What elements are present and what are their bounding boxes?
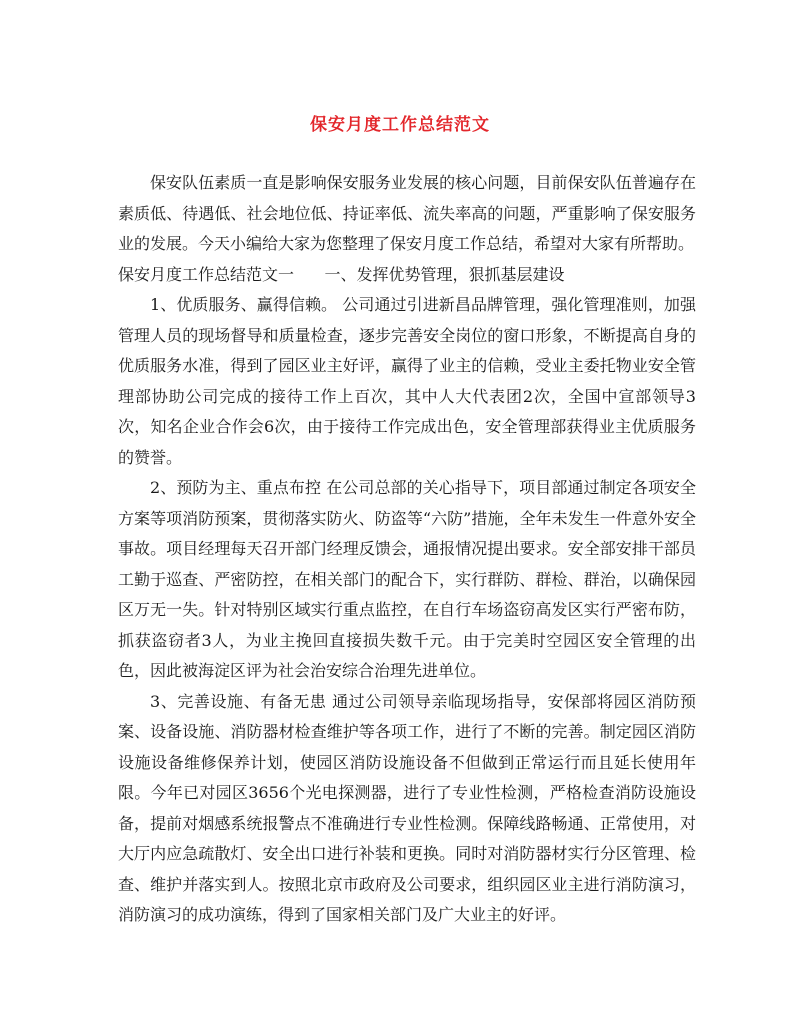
paragraph-2: 2、预防为主、重点布控 在公司总部的关心指导下，项目部通过制定各项安全方案等项消防预案，贯彻落实防火、防盗等“六防”措施，全年未发生一件意外安全事故。项目经理每天召开部门经理反馈会，通报情况提出要求。安全部安排干部员工勤于巡查、严密防控，在相关部门的配合下，实行群防、群检、群治，以确保园区万无一失。针对特别区域实行重点监控，在自行车场盗窃高发区实行严密布防，抓获盗窃者3人，为业主挽回直接损失数千元。由于完美时空园区安全管理的出色，因此被海淀区评为社会治安综合治理先进单位。 [118,478,696,680]
document-body [118,168,696,931]
summary-label: 保安月度工作总结范文一 [118,264,295,284]
paragraph-1: 1、优质服务、赢得信赖。 公司通过引进新昌品牌管理，强化管理准则，加强管理人员的现场督导和质量检查，逐步完善安全岗位的窗口形象，不断提高自身的优质服务水准，得到了园区业主好评，赢得了业主的信赖，受业主委托物业安全管理部协助公司完成的接待工作上百次，其中人大代表团2次，全国中宣部领导3次，知名企业合作会6次，由于接待工作完成出色，安全管理部获得业主优质服务的赞誉。 [118,295,696,467]
section-heading: 一、发挥优势管理，狠抓基层建设 [324,264,565,284]
heading-gap [294,265,325,284]
document-title: 保安月度工作总结范文 [310,115,490,135]
intro-paragraph: 保安队伍素质一直是影响保安服务业发展的核心问题，目前保安队伍普遍存在素质低、待遇低、社会地位低、持证率低、流失率高的问题，严重影响了保安服务业的发展。今天小编给大家为您整理了保安月度工作总结，希望对大家有所帮助。 [118,173,696,253]
paragraph-3: 3、完善设施、有备无患 通过公司领导亲临现场指导，安保部将园区消防预案、设备设施、消防器材检查维护等各项工作，进行了不断的完善。制定园区消防设施设备维修保养计划，使园区消防设施设备不但做到正常运行而且延长使用年限。今年已对园区3656个光电探测器，进行了专业性检测，严格检查消防设施设备，提前对烟感系统报警点不准确进行专业性检测。保障线路畅通、正常使用，对大厅内应急疏散灯、安全出口进行补装和更换。同时对消防器材实行分区管理、检查、维护并落实到人。按照北京市政府及公司要求，组织园区业主进行消防演习，消防演习的成功演练，得到了国家相关部门及广大业主的好评。 [118,691,696,924]
heading-line [118,260,696,291]
